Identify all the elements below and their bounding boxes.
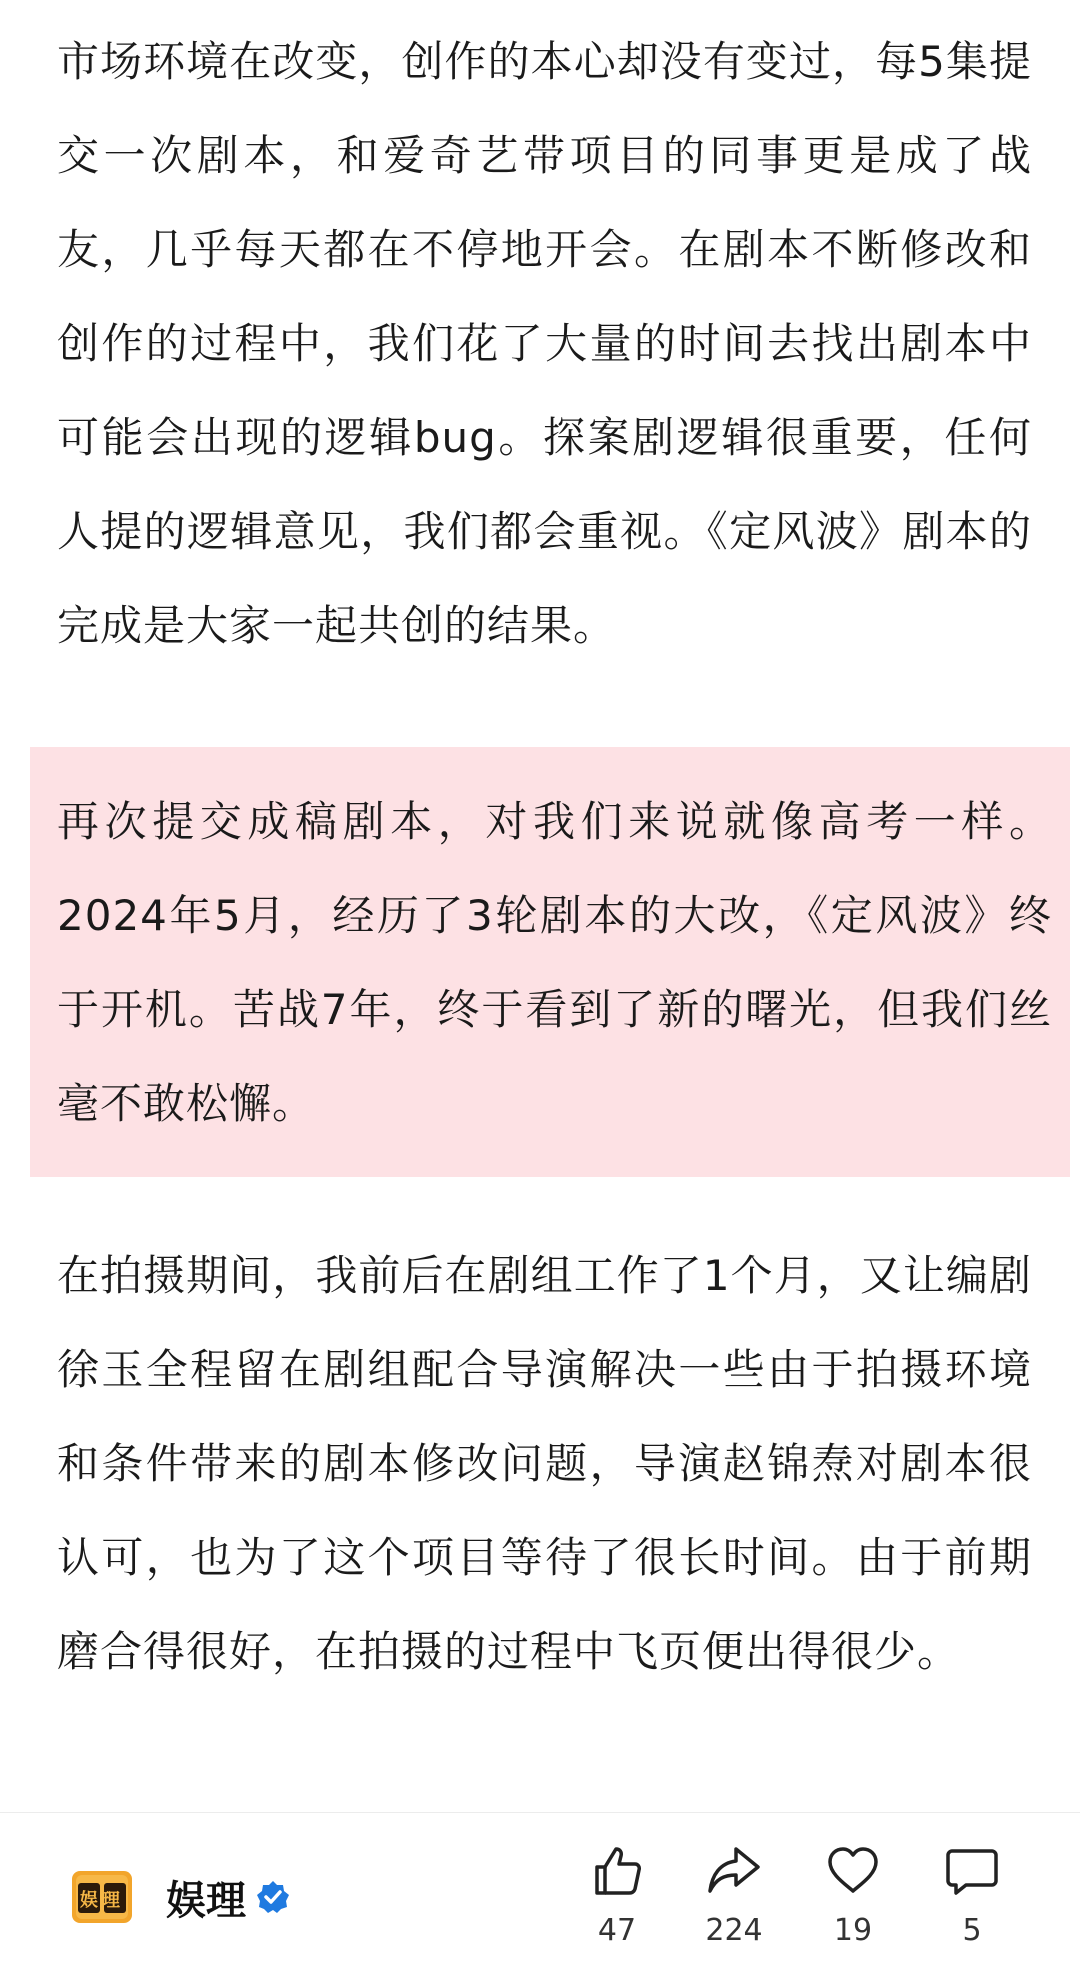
comment-button[interactable] — [917, 1843, 1027, 1948]
favorite-button[interactable] — [798, 1843, 908, 1948]
like-count: 47 — [597, 1913, 637, 1948]
share-count: 224 — [705, 1913, 763, 1948]
author-name[interactable]: 娱理 — [166, 1877, 246, 1924]
svg-text:娱理: 娱理 — [80, 1890, 124, 1911]
heart-icon — [825, 1843, 881, 1899]
like-icon — [589, 1843, 645, 1899]
article-paragraph: 市场环境在改变，创作的本心却没有变过，每5集提交一次剧本，和爱奇艺带项目的同事更是成了战友，几乎每天都在不停地开会。在剧本不断修改和创作的过程中，我们花了大量的时间去找出剧本中可能会出现的逻辑bug。探案剧逻辑很重要，任何人提的逻辑意见，我们都会重视。《定风波》剧本的完成是大家一起共创的结果。 — [57, 37, 1032, 650]
favorite-count: 19 — [833, 1913, 873, 1948]
author-avatar[interactable] — [70, 1865, 134, 1929]
verified-badge-icon — [256, 1880, 290, 1914]
author-info[interactable] — [70, 1865, 290, 1929]
highlight-paragraph: 再次提交成稿剧本，对我们来说就像高考一样。2024年5月，经历了3轮剧本的大改，《定风波》终于开机。苦战7年，终于看到了新的曙光，但我们丝毫不敢松懈。 — [57, 797, 1052, 1128]
comment-icon — [944, 1843, 1000, 1899]
comment-count: 5 — [962, 1913, 982, 1948]
share-icon — [706, 1843, 762, 1899]
highlight-block — [30, 747, 1070, 1177]
share-button[interactable] — [679, 1843, 789, 1948]
bottom-action-bar — [0, 1812, 1080, 1986]
article-paragraph: 在拍摄期间，我前后在剧组工作了1个月，又让编剧徐玉全程留在剧组配合导演解决一些由于拍摄环境和条件带来的剧本修改问题，导演赵锦焘对剧本很认可，也为了这个项目等待了很长时间。由于前期磨合得很好，在拍摄的过程中飞页便出得很少。 — [57, 1251, 1032, 1676]
like-button[interactable] — [562, 1843, 672, 1948]
